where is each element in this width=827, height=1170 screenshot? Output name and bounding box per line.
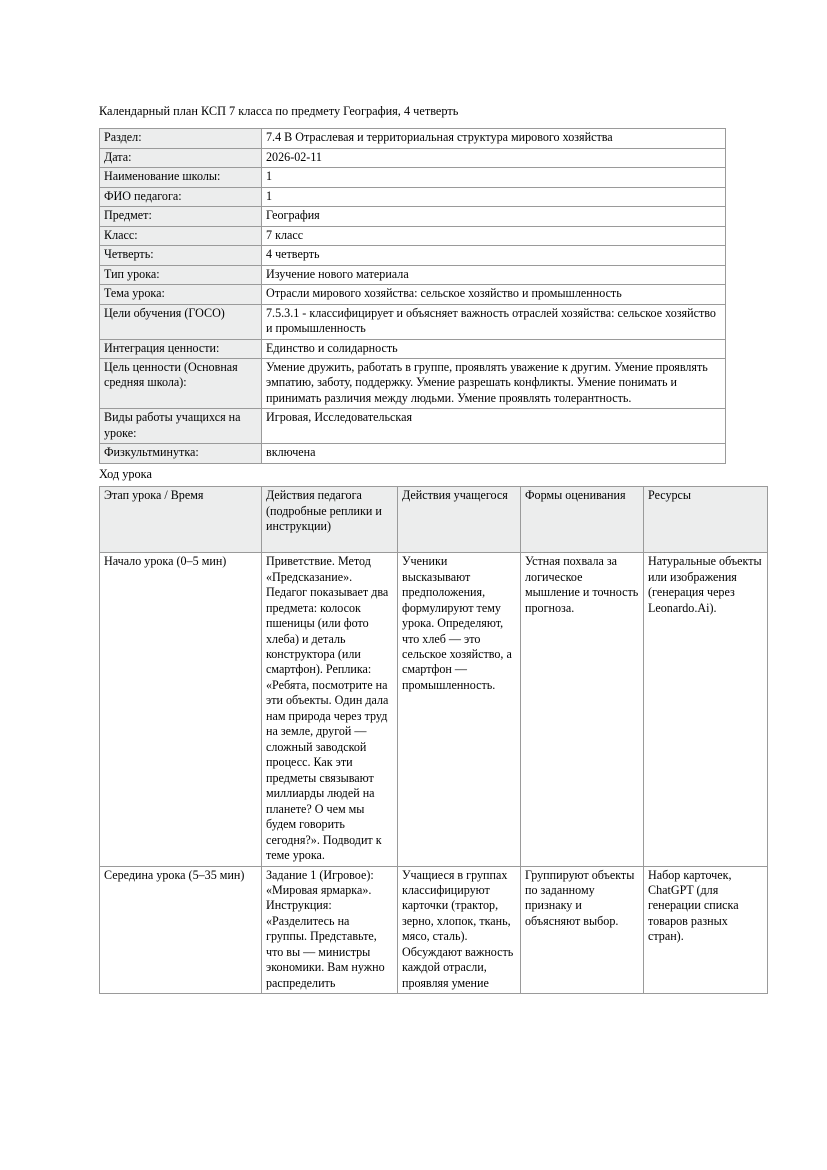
- cell-stage: Начало урока (0–5 мин): [100, 553, 262, 866]
- info-value: Изучение нового материала: [262, 265, 726, 284]
- info-label: Наименование школы:: [100, 168, 262, 187]
- table-row: [100, 265, 726, 284]
- info-value: 1: [262, 168, 726, 187]
- lesson-flow-table: [99, 486, 768, 994]
- table-row: [100, 358, 726, 408]
- cell-teacher: Задание 1 (Игровое): «Мировая ярмарка». Инструкция: «Разделитесь на группы. Представьте, что вы — министры экономики. Вам нужно распределить: [262, 866, 398, 994]
- info-label: Тип урока:: [100, 265, 262, 284]
- table-row: [100, 866, 768, 994]
- info-label: Интеграция ценности:: [100, 339, 262, 358]
- table-row: [100, 285, 726, 304]
- info-label: Класс:: [100, 226, 262, 245]
- info-value: 1: [262, 187, 726, 206]
- info-value: География: [262, 207, 726, 226]
- cell-teacher: Приветствие. Метод «Предсказание». Педагог показывает два предмета: колосок пшеницы (или фото хлеба) и деталь конструктора (или смартфон). Реплика: «Ребята, посмотрите на эти объекты. Один дала нам природа через труд на земле, другой — сложный заводской процесс. Как эти предметы связывают миллиарды людей на планете? О чем мы будем говорить сегодня?». Подводит к теме урока.: [262, 553, 398, 866]
- table-row: [100, 187, 726, 206]
- info-value: включена: [262, 444, 726, 463]
- info-label: Цель ценности (Основная средняя школа):: [100, 358, 262, 408]
- info-value: 2026-02-11: [262, 148, 726, 167]
- info-value: Игровая, Исследовательская: [262, 409, 726, 444]
- column-header-teacher: Действия педагога (подробные реплики и инструкции): [262, 487, 398, 553]
- table-row: [100, 339, 726, 358]
- table-row: [100, 207, 726, 226]
- info-value: 7.5.3.1 - классифицирует и объясняет важность отраслей хозяйства: сельское хозяйство и промышленность: [262, 304, 726, 339]
- info-label: Четверть:: [100, 246, 262, 265]
- cell-student: Учащиеся в группах классифицируют карточки (трактор, зерно, хлопок, ткань, мясо, сталь). Обсуждают важность каждой отрасли, проявляя умение: [398, 866, 521, 994]
- cell-resources: Натуральные объекты или изображения (генерация через Leonardo.Ai).: [644, 553, 768, 866]
- table-row: [100, 409, 726, 444]
- info-label: Цели обучения (ГОСО): [100, 304, 262, 339]
- info-value: 7.4 В Отраслевая и территориальная структура мирового хозяйства: [262, 129, 726, 148]
- info-label: ФИО педагога:: [100, 187, 262, 206]
- info-value: Единство и солидарность: [262, 339, 726, 358]
- table-header-row: [100, 487, 768, 553]
- info-label: Раздел:: [100, 129, 262, 148]
- info-label: Физкультминутка:: [100, 444, 262, 463]
- cell-student: Ученики высказывают предположения, формулируют тему урока. Определяют, что хлеб — это сельское хозяйство, а смартфон — промышленность.: [398, 553, 521, 866]
- info-label: Виды работы учащихся на уроке:: [100, 409, 262, 444]
- info-value: 7 класс: [262, 226, 726, 245]
- table-row: [100, 304, 726, 339]
- info-label: Предмет:: [100, 207, 262, 226]
- table-row: [100, 246, 726, 265]
- info-label: Тема урока:: [100, 285, 262, 304]
- column-header-assessment: Формы оценивания: [521, 487, 644, 553]
- table-row: [100, 148, 726, 167]
- cell-assessment: Группируют объекты по заданному признаку и объясняют выбор.: [521, 866, 644, 994]
- table-row: [100, 226, 726, 245]
- info-value: Отрасли мирового хозяйства: сельское хозяйство и промышленность: [262, 285, 726, 304]
- column-header-student: Действия учащегося: [398, 487, 521, 553]
- lesson-flow-heading: Ход урока: [99, 466, 152, 481]
- table-row: [100, 168, 726, 187]
- table-row: [100, 129, 726, 148]
- cell-stage: Середина урока (5–35 мин): [100, 866, 262, 994]
- cell-assessment: Устная похвала за логическое мышление и точность прогноза.: [521, 553, 644, 866]
- lesson-info-table: [99, 128, 726, 463]
- info-label: Дата:: [100, 148, 262, 167]
- table-row: [100, 444, 726, 463]
- column-header-resources: Ресурсы: [644, 487, 768, 553]
- column-header-stage: Этап урока / Время: [100, 487, 262, 553]
- info-value: Умение дружить, работать в группе, проявлять уважение к другим. Умение проявлять эмпатию, заботу, поддержку. Умение разрешать конфликты. Умение понимать и принимать различия между людьми. Умение проявлять толерантность.: [262, 358, 726, 408]
- table-row: [100, 553, 768, 866]
- info-value: 4 четверть: [262, 246, 726, 265]
- page-title: Календарный план КСП 7 класса по предмету География, 4 четверть: [99, 104, 459, 118]
- cell-resources: Набор карточек, ChatGPT (для генерации списка товаров разных стран).: [644, 866, 768, 994]
